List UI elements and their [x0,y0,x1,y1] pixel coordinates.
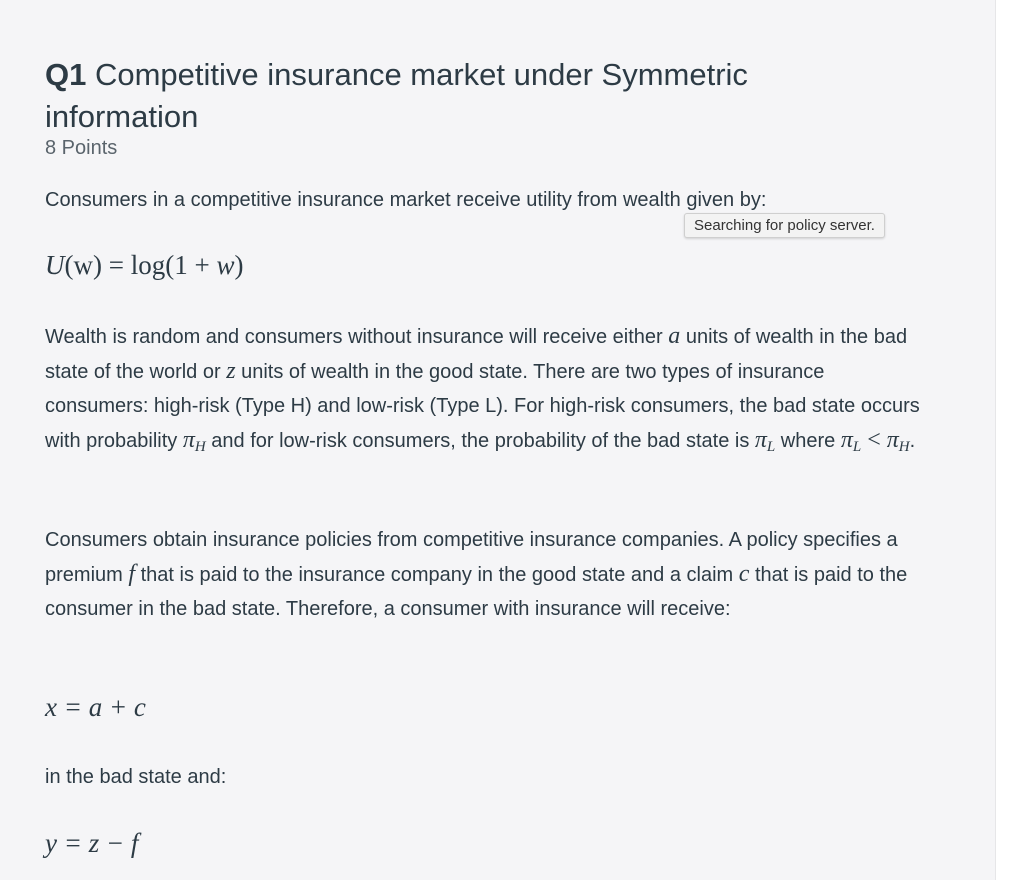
p2-text-c: units of wealth in the good state. There are two types of insurance consumers: high-risk (Type H) and low-risk (Type L). For high-risk consumers, the bad state occurs with probability [45,361,920,452]
p3-text-c: that is paid to the consumer in the bad state. Therefore, a consumer with insurance will receive: [45,564,908,620]
var-f: f [128,561,136,587]
eq-log: log [130,250,166,280]
pi-symbol: π [886,427,899,453]
p3-text-a: Consumers obtain insurance policies from competitive insurance companies. A policy specifies a premium [45,529,898,586]
p3-text-b: that is paid to the insurance company in the good state and a claim [135,564,739,586]
var-a: a [668,323,681,349]
eq-w: w [216,250,235,280]
points-label: 8 Points [45,137,118,159]
eq-u: U [45,250,65,280]
bad-state-text: in the bad state and: [45,766,227,788]
equation-y: y = z − f [45,828,139,858]
question-title [45,54,875,138]
p2-text-a: Wealth is random and consumers without insurance will receive either [45,326,669,348]
var-c: c [738,561,750,587]
p2-text-b: units of wealth in the bad state of the world or [45,326,908,383]
var-z: z [226,358,236,384]
scrollbar[interactable] [995,0,1024,880]
sub-h: H [194,439,206,455]
pi-l [755,427,775,453]
eq-equals: = [101,250,131,280]
pi-symbol: π [754,427,767,453]
eq-u-arg: (w) [64,250,102,280]
policy-paragraph [45,523,925,626]
question-number: Q1 [45,57,87,92]
utility-equation [45,250,243,281]
eq-close: ) [234,250,244,280]
pi-symbol: π [840,427,853,453]
eq-open: (1 + [165,250,217,280]
less-than: < [861,427,887,453]
p2-text-d: and for low-risk consumers, the probability of the bad state is [205,430,755,452]
sub-l: L [852,439,862,455]
p2-text-f: . [909,430,916,452]
equation-x: x = a + c [45,692,146,722]
sub-l: L [766,439,776,455]
sub-h: H [898,439,910,455]
p2-text-e: where [775,430,841,452]
policy-server-tooltip: Searching for policy server. [684,213,885,238]
question-title-text: Competitive insurance market under Symmetric information [45,57,748,134]
wealth-paragraph [45,319,925,464]
pi-symbol: π [182,427,195,453]
pi-h [183,427,206,453]
intro-paragraph: Consumers in a competitive insurance market receive utility from wealth given by: [45,189,767,211]
pi-inequality [841,427,910,453]
